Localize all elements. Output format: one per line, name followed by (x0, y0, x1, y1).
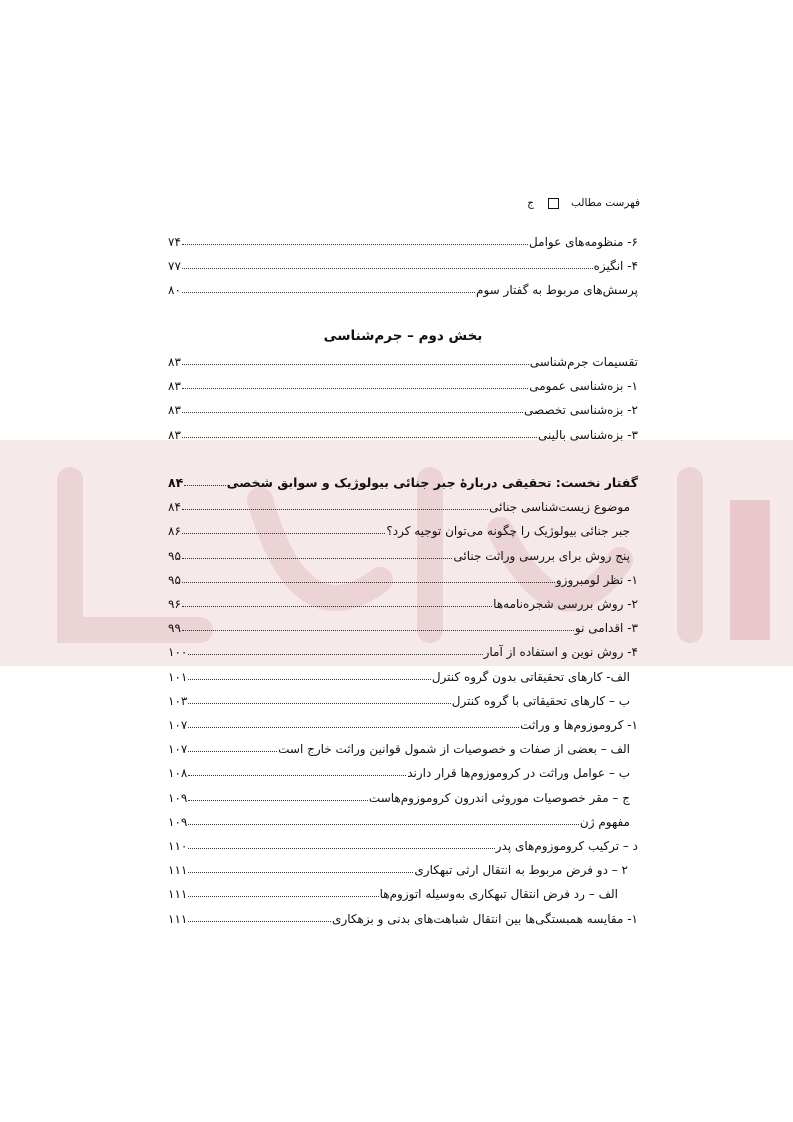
entry-title: تقسیمات جرم‌شناسی (529, 355, 638, 369)
toc-entry[interactable] (168, 907, 638, 927)
entry-title: الف- کارهای تحقیقاتی بدون گروه کنترل (431, 669, 630, 684)
toc-entry[interactable] (168, 568, 638, 588)
entry-title: د – ترکیب کروموزوم‌های پدر (495, 839, 638, 853)
dot-leader (188, 896, 378, 897)
entry-title: ۲ – دو فرض مربوط به انتقال ارثی تبهکاری (414, 863, 628, 878)
header-title: فهرست مطالب (570, 197, 640, 209)
section-title: بخش دوم – جرم‌شناسی (323, 328, 483, 344)
dot-leader (182, 292, 475, 293)
entry-page: ۹۵ (168, 572, 181, 587)
dot-leader (182, 364, 529, 365)
page-header (150, 194, 640, 212)
entry-page: ۸۴ (168, 475, 184, 490)
entry-title: ۲- بزه‌شناسی تخصصی (524, 403, 638, 418)
dot-leader (188, 921, 331, 922)
entry-title: ۱- نظر لومبروزو (555, 572, 638, 587)
entry-title: ۴- روش نوین و استفاده از آمار (483, 645, 638, 660)
entry-title: ۲- روش بررسی شجره‌نامه‌ها (493, 597, 638, 611)
dot-leader (188, 654, 482, 655)
toc-entry[interactable] (168, 519, 638, 539)
dot-leader (182, 630, 574, 631)
entry-page: ۷۴ (168, 235, 181, 249)
dot-leader (182, 558, 453, 559)
toc-entry[interactable] (168, 810, 638, 830)
entry-page: ۹۶ (168, 597, 181, 611)
entry-title: پرسش‌های مربوط به گفتار سوم (476, 283, 638, 298)
entry-title: موضوع زیست‌شناسی جنائی (489, 500, 630, 515)
entry-title: ۶- منظومه‌های عوامل (529, 235, 638, 249)
dot-leader (182, 268, 593, 269)
entry-title: الف – رد فرض انتقال تبهکاری به‌وسیله اتوزوم‌ها (379, 887, 618, 902)
dot-leader (182, 606, 492, 607)
square-bullet-icon (548, 198, 559, 209)
toc-entry[interactable] (168, 230, 638, 250)
dot-leader (188, 703, 450, 704)
entry-page: ۷۷ (168, 259, 181, 274)
dot-leader (188, 679, 430, 680)
entry-title: پنج روش برای بررسی وراثت جنائی (453, 548, 630, 563)
dot-leader (182, 244, 528, 245)
dot-leader (182, 437, 537, 438)
dot-leader (182, 388, 528, 389)
dot-leader (182, 412, 523, 413)
dot-leader (182, 582, 555, 583)
entry-page: ۱۰۷ (168, 718, 188, 732)
entry-page: ۸۳ (168, 427, 181, 442)
entry-title: ۱- کروموزوم‌ها و وراثت (520, 718, 638, 732)
dot-leader (182, 509, 488, 510)
page-letter: ج (527, 197, 534, 209)
entry-title: ۱- مقایسه همبستگی‌ها بین انتقال شباهت‌های بدنی و بزهکاری (332, 911, 638, 926)
dot-leader (188, 800, 368, 801)
entry-title: مفهوم ژن (579, 814, 630, 829)
entry-page: ۱۱۱ (168, 863, 188, 878)
entry-page: ۹۹ (168, 621, 181, 636)
entry-page: ۸۰ (168, 283, 181, 298)
toc-entry[interactable] (168, 689, 638, 709)
toc-entry[interactable] (168, 495, 638, 515)
entry-page: ۱۰۳ (168, 693, 188, 708)
toc-entry[interactable] (168, 858, 638, 878)
dot-leader (188, 727, 519, 728)
entry-page: ۱۰۱ (168, 669, 188, 684)
entry-page: ۱۰۹ (168, 814, 188, 829)
toc-entry[interactable] (168, 616, 638, 636)
entry-page: ۱۰۷ (168, 742, 188, 757)
entry-title: جبر جنائی بیولوژیک را چگونه می‌توان توجیه کرد؟ (386, 524, 630, 539)
toc-entry[interactable] (168, 737, 638, 757)
entry-title: ۳- بزه‌شناسی بالینی (538, 427, 638, 442)
toc-entry[interactable] (168, 713, 638, 733)
toc-entry[interactable] (168, 665, 638, 685)
entry-title: ب – عوامل وراثت در کروموزوم‌ها قرار دارند (407, 766, 630, 781)
entry-page: ۸۶ (168, 524, 181, 539)
toc-entry[interactable] (168, 350, 638, 370)
entry-title: ج – مقر خصوصیات موروثی اندرون کروموزوم‌هاست (368, 790, 630, 805)
entry-page: ۱۰۹ (168, 790, 188, 805)
toc-entry[interactable] (168, 423, 638, 443)
entry-page: ۱۱۰ (168, 839, 188, 853)
dot-leader (188, 775, 406, 776)
entry-page: ۸۳ (168, 403, 181, 418)
entry-page: ۱۱۱ (168, 911, 188, 926)
toc-entry[interactable] (168, 254, 638, 274)
entry-page: ۸۴ (168, 500, 181, 515)
entry-title: ۱- بزه‌شناسی عمومی (529, 379, 638, 394)
toc-entry[interactable] (168, 471, 638, 491)
toc-entry[interactable] (168, 834, 638, 854)
toc-entry[interactable] (168, 544, 638, 564)
toc-entry[interactable] (168, 374, 638, 394)
toc-entry[interactable] (168, 761, 638, 781)
entry-page: ۸۳ (168, 355, 181, 369)
toc-entry[interactable] (168, 786, 638, 806)
dot-leader (188, 751, 277, 752)
entry-title: ۴- انگیزه (593, 259, 638, 274)
entry-page: ۱۰۰ (168, 645, 188, 660)
toc-entry[interactable] (168, 592, 638, 612)
toc-entry[interactable] (168, 278, 638, 298)
entry-title: گفتار نخست: تحقیقی دربارهٔ جبر جنائی بیولوژیک و سوابق شخصی (226, 475, 638, 490)
entry-page: ۱۰۸ (168, 766, 188, 781)
dot-leader (184, 485, 225, 486)
toc-entry[interactable] (168, 640, 638, 660)
entry-title: ب – کارهای تحقیقاتی با گروه کنترل (451, 693, 630, 708)
entry-page: ۱۱۱ (168, 887, 188, 902)
dot-leader (188, 848, 494, 849)
toc-entry[interactable] (168, 398, 638, 418)
entry-page: ۹۵ (168, 548, 181, 563)
entry-title: ۳- اقدامی نو (574, 621, 638, 636)
dot-leader (188, 824, 579, 825)
entry-title: الف – بعضی از صفات و خصوصیات از شمول قوانین وراثت خارج است (278, 742, 630, 757)
toc-entry[interactable] (168, 882, 638, 902)
dot-leader (188, 872, 413, 873)
entry-page: ۸۳ (168, 379, 181, 394)
dot-leader (182, 533, 386, 534)
